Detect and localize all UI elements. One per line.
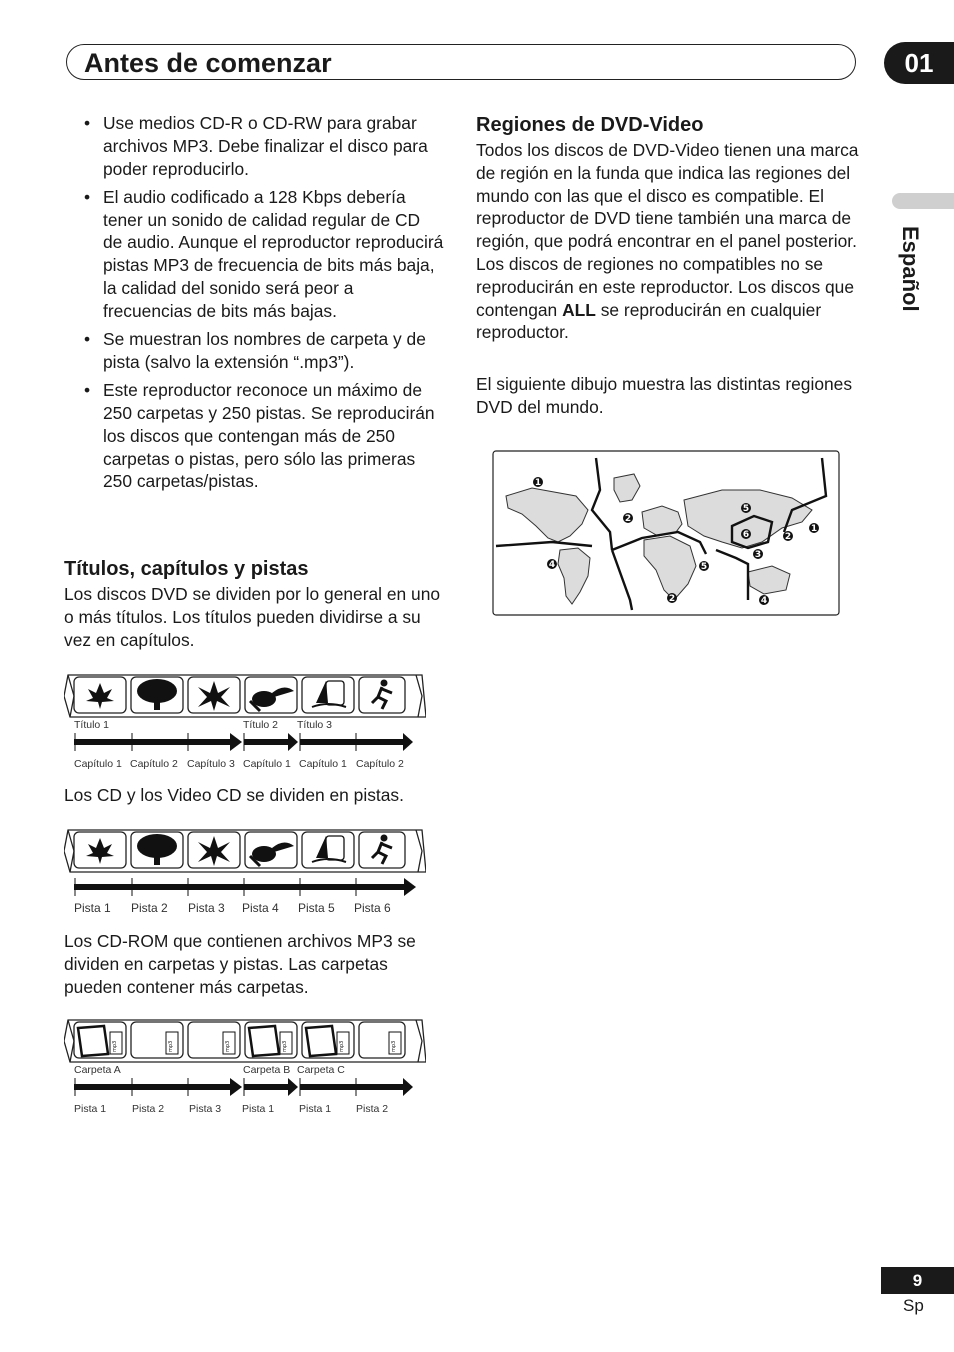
leaf-icon (86, 838, 114, 864)
track-label: Pista 1 (74, 901, 111, 915)
region-number: 1 (534, 478, 542, 488)
dvd-region-map (492, 450, 840, 616)
track-label: Pista 5 (298, 901, 335, 915)
folder-label: Carpeta C (297, 1064, 345, 1076)
region-number: 2 (668, 594, 676, 604)
chapter-label: Capítulo 2 (130, 758, 178, 770)
track-label: Pista 2 (131, 901, 168, 915)
region-number: 5 (742, 504, 750, 514)
mp3-tag: mp3 (168, 1040, 174, 1052)
titles-intro: Los discos DVD se dividen por lo general en uno o más títulos. Los títulos pueden dividirse a su vez en capítulos. (64, 584, 441, 650)
chapter-label: Capítulo 1 (74, 758, 122, 770)
toucan-icon (250, 687, 294, 711)
windsurf-icon (312, 836, 346, 862)
toucan-icon (250, 842, 294, 866)
regions-heading: Regiones de DVD-Video (476, 114, 704, 136)
cd-tracks-text: Los CD y los Video CD se dividen en pistas. (64, 785, 404, 805)
region-number: 4 (760, 596, 768, 606)
chapter-label: Capítulo 1 (243, 758, 291, 770)
lily-icon (198, 681, 230, 711)
region-number: 2 (784, 532, 792, 542)
folder-track-label: Pista 2 (356, 1103, 389, 1115)
track-label: Pista 3 (188, 901, 225, 915)
mp3-tag: mp3 (339, 1040, 345, 1052)
region-number: 1 (810, 524, 818, 534)
folder-track-label: Pista 3 (189, 1103, 222, 1115)
leaf-icon (86, 683, 114, 709)
region-number: 5 (700, 562, 708, 572)
bullet-item: • Este reproductor reconoce un máximo de 250 carpetas y 250 pistas. Se reproducirán los discos que contengan más de 250 carpetas o pistas, pero sólo las primeras 250 carpetas/pistas. (84, 379, 444, 493)
page-title: Antes de comenzar (84, 48, 332, 78)
chapter-label: Capítulo 2 (356, 758, 404, 770)
mp3-tag: mp3 (391, 1040, 397, 1052)
regions-map-intro: El siguiente dibujo muestra las distintas regiones DVD del mundo. (476, 374, 853, 417)
track-arrow (70, 876, 420, 898)
folder-track-label: Pista 2 (132, 1103, 165, 1115)
regions-paragraph (476, 139, 860, 344)
folder-label: Carpeta A (74, 1064, 121, 1076)
mp3-tag: mp3 (282, 1040, 288, 1052)
folder-track-label: Pista 1 (242, 1103, 275, 1115)
track-label: Pista 6 (354, 901, 391, 915)
title-arrows (70, 731, 420, 753)
tree-icon (137, 679, 177, 710)
folder-film-strip (64, 1018, 426, 1064)
region-number: 4 (548, 560, 556, 570)
chapter-label: Capítulo 3 (187, 758, 235, 770)
bullet-item: • Use medios CD-R o CD-RW para grabar archivos MP3. Debe finalizar el disco para poder reproducirlo. (84, 112, 444, 180)
language-code: Sp (903, 1296, 924, 1315)
titles-heading: Títulos, capítulos y pistas (64, 558, 309, 580)
windsurf-icon (312, 681, 346, 707)
title-label: Título 1 (74, 719, 110, 731)
page-number: 9 (881, 1267, 954, 1294)
tree-icon (137, 834, 177, 865)
skater-icon (372, 680, 392, 710)
skater-icon (372, 835, 392, 865)
bullet-item: • El audio codificado a 128 Kbps debería tener un sonido de calidad regular de CD de audio. Aunque el reproductor reproducirá pistas MP3 de frecuencia de bits más baja, la calidad del sonido será peor a frecuencias de bits más bajas. (84, 186, 444, 323)
language-label: Español (898, 226, 923, 312)
folder-track-label: Pista 1 (299, 1103, 332, 1115)
lily-icon (198, 836, 230, 866)
chapter-label: Capítulo 1 (299, 758, 347, 770)
regions-text-b: se reproducirán en cualquier reproductor. (476, 299, 822, 343)
chapter-number: 01 (884, 42, 954, 84)
bullet-item: • Se muestran los nombres de carpeta y de pista (salvo la extensión “.mp3”). (84, 328, 444, 374)
title-label: Título 3 (297, 719, 333, 731)
language-tab-marker (892, 193, 954, 209)
regions-text-a: Todos los discos de DVD-Video tienen una marca de región en la funda que indica las regiones del mundo con las que el disco es compatible. El reproductor de DVD tiene también una marca de región, que podrá encontrar en el panel posterior. Los discos de regiones no compatibles no se reproducirán en este reproductor. Los discos que contengan (476, 140, 859, 320)
dvd-film-strip (64, 673, 426, 719)
cdrom-text: Los CD-ROM que contienen archivos MP3 se dividen en carpetas y pistas. Las carpetas pueden contener más carpetas. (64, 931, 416, 997)
cd-film-strip (64, 828, 426, 874)
folder-label: Carpeta B (243, 1064, 291, 1076)
region-number: 3 (754, 550, 762, 560)
mp3-notes-list (84, 112, 444, 499)
track-label: Pista 4 (242, 901, 279, 915)
folder-track-label: Pista 1 (74, 1103, 107, 1115)
mp3-tag: mp3 (112, 1040, 118, 1052)
region-number: 2 (624, 514, 632, 524)
folder-arrows (70, 1076, 420, 1098)
title-label: Título 2 (243, 719, 279, 731)
region-number: 6 (742, 530, 750, 540)
all-marker: ALL (562, 299, 596, 320)
mp3-tag: mp3 (225, 1040, 231, 1052)
